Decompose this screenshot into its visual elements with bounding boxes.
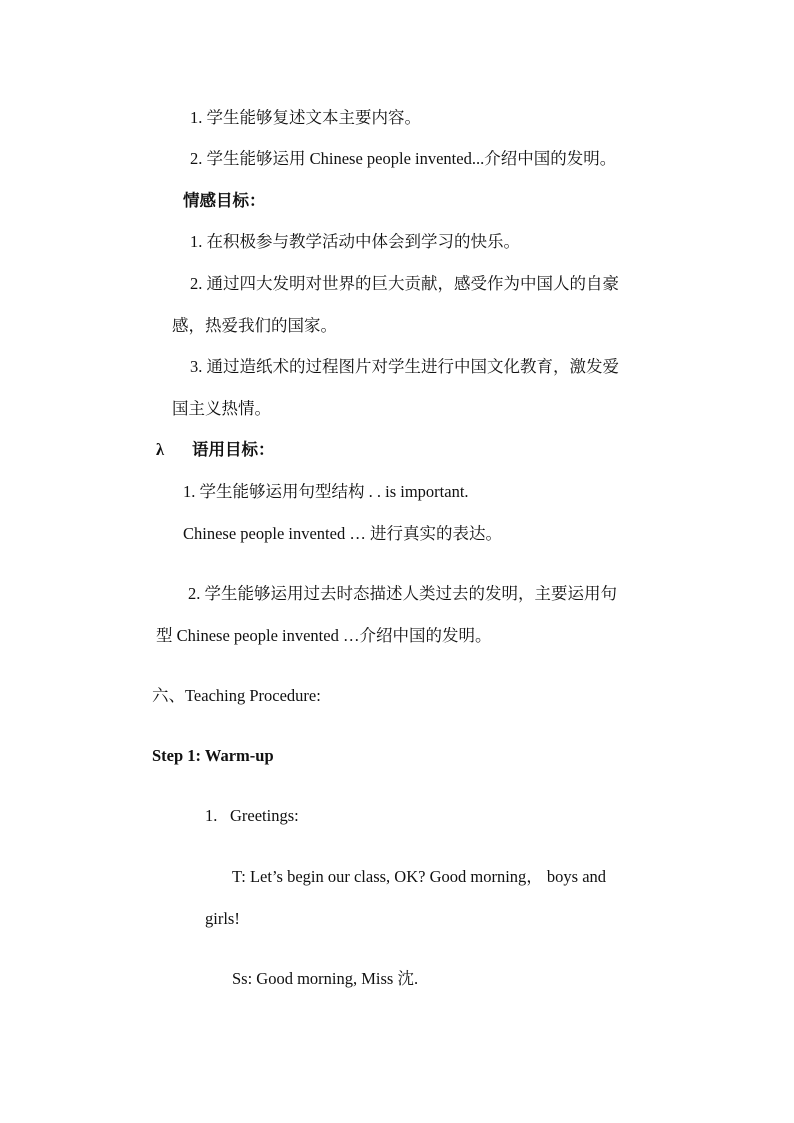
objective-2-introduce-inventions: 2. 学生能够运用 Chinese people invented...介绍中国的发明。 [190,149,617,168]
emotional-goal-3-line-1: 3. 通过造纸术的过程图片对学生进行中国文化教育，激发爱 [190,357,619,376]
step-1-heading: Step 1: Warm-up [152,746,274,765]
teaching-procedure-heading: 六、Teaching Procedure: [152,686,321,705]
emotional-goal-2-line-1: 2. 通过四大发明对世界的巨大贡献，感受作为中国人的自豪 [190,274,619,293]
pragmatic-goal-1-line-1: 1. 学生能够运用句型结构 . . is important. [183,482,469,501]
pragmatic-goals-heading [156,439,275,461]
objective-1-retell: 1. 学生能够复述文本主要内容。 [190,108,421,127]
greetings-number: 1. [205,806,218,825]
teacher-line-1: T: Let’s begin our class, OK? Good morning， boys and [232,867,607,886]
lambda-bullet-icon: λ [156,440,165,459]
greetings-item [205,805,299,827]
pragmatic-goal-2-line-1: 2. 学生能够运用过去时态描述人类过去的发明，主要运用句 [188,584,617,603]
students-response: Ss: Good morning, Miss 沈. [232,969,419,988]
teacher-line-2: girls! [205,909,240,928]
emotional-goal-2-line-2: 感，热爱我们的国家。 [172,316,337,335]
pragmatic-goals-label: 语用目标： [192,440,275,459]
emotional-goal-3-line-2: 国主义热情。 [172,399,271,418]
pragmatic-goal-1-line-2: Chinese people invented … 进行真实的表达。 [183,524,502,543]
emotional-goal-1: 1. 在积极参与教学活动中体会到学习的快乐。 [190,232,520,251]
greetings-label: Greetings: [230,806,299,825]
emotional-goals-heading: 情感目标： [183,191,266,210]
pragmatic-goal-2-line-2: 型 Chinese people invented …介绍中国的发明。 [156,626,492,645]
